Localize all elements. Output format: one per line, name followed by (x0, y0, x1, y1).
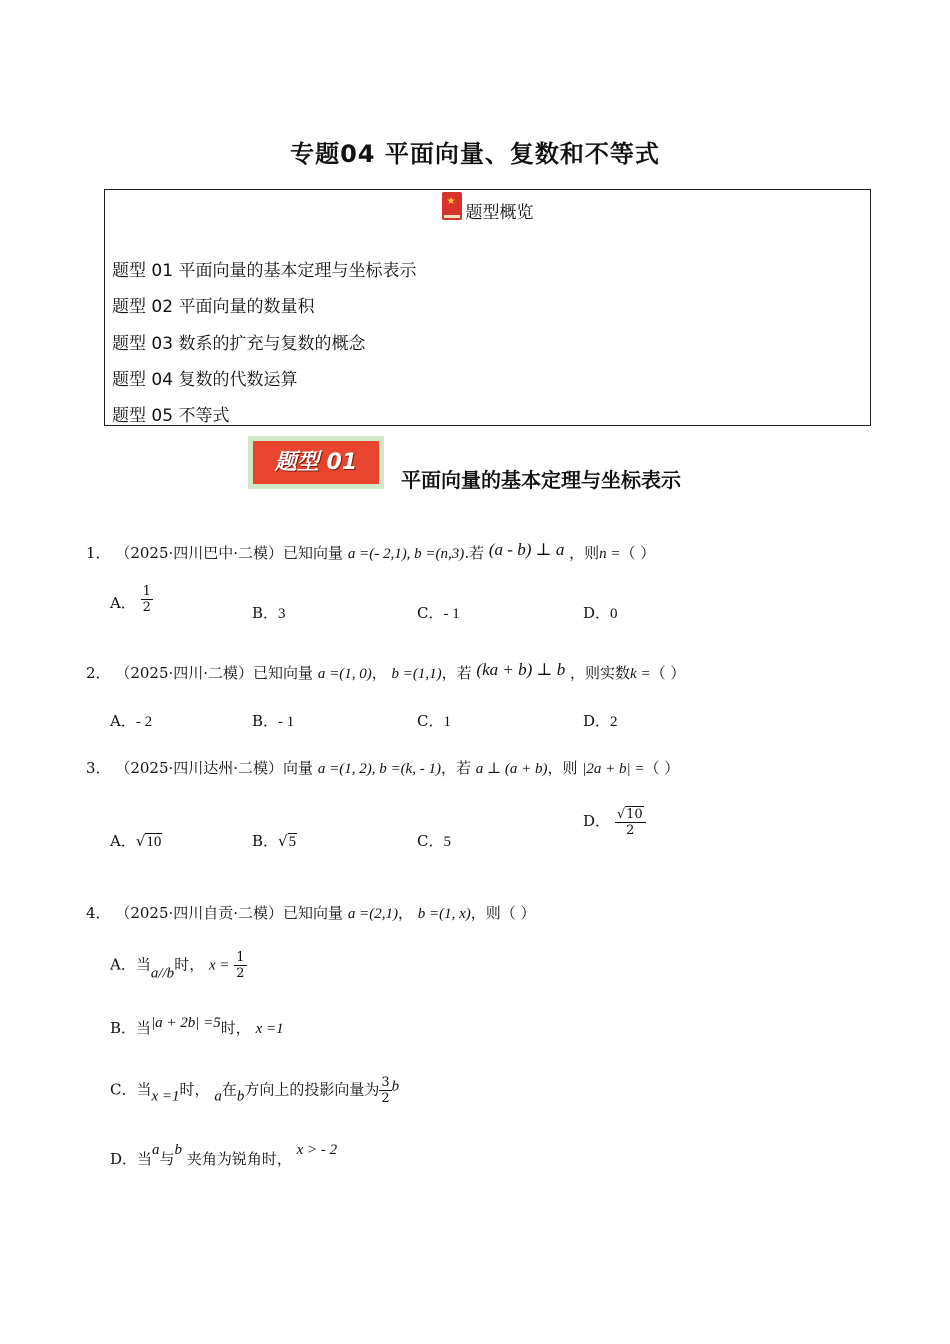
page-title: 专题04 平面向量、复数和不等式 (290, 140, 660, 168)
q4-option-c[interactable]: C．当x =1时， a在b方向上的投影向量为 $\frac{3}{2}$ b (110, 1075, 400, 1106)
overview-item: 题型 02 平面向量的数量积 (112, 297, 315, 317)
q2-option-a[interactable]: A．- 2 (110, 712, 153, 730)
q2-option-c[interactable]: C．1 (417, 712, 451, 730)
q1-option-d[interactable]: D．0 (583, 604, 618, 622)
section-badge: 题型 01 (248, 436, 384, 489)
book-icon: ★ (442, 192, 462, 220)
q4-option-d[interactable]: D．当a与b 夹角为锐角时， x > - 2 (110, 1142, 338, 1168)
q3-option-b[interactable]: B．√5 (252, 832, 297, 850)
question-2: 2． （2025·四川·二模）已知向量 a =(1, 0)， b =(1,1)，若 (ka + b) ⊥ b ，则实数k =（ ） (86, 660, 686, 682)
q4-option-b[interactable]: B．当|a + 2b| =5时， x =1 (110, 1015, 284, 1037)
overview-item: 题型 01 平面向量的基本定理与坐标表示 (112, 261, 417, 281)
q1-option-b[interactable]: B．3 (252, 604, 286, 622)
overview-box (104, 189, 871, 426)
section-title: 平面向量的基本定理与坐标表示 (401, 468, 681, 492)
q3-option-d[interactable]: D． $\frac{√10}{2}$ (583, 806, 646, 838)
overview-item: 题型 05 不等式 (112, 406, 230, 426)
q2-option-d[interactable]: D．2 (583, 712, 618, 730)
q3-option-a[interactable]: A．√10 (110, 832, 162, 850)
question-3: 3． （2025·四川达州·二模）向量 a =(1, 2), b =(k, - 1)，若 a ⊥ (a + b)，则 |2a + b| =（ ） (86, 759, 680, 777)
overview-item: 题型 04 复数的代数运算 (112, 370, 298, 390)
question-4: 4． （2025·四川自贡·二模）已知向量 a =(2,1)， b =(1, x)，则（ ） (86, 904, 536, 922)
question-1: 1． （2025·四川巴中·二模）已知向量 a =(- 2,1), b =(n,3).若 (a - b) ⊥ a ，则n =（ ） (86, 540, 656, 562)
overview-heading: ★ 题型概览 (105, 192, 870, 223)
q2-option-b[interactable]: B．- 1 (252, 712, 295, 730)
q4-option-a[interactable]: A．当a//b时， x = $\frac{1}{2}$ (110, 950, 245, 982)
q1-option-a[interactable]: A． $\frac{1}{2}$ (110, 583, 151, 615)
overview-item: 题型 03 数系的扩充与复数的概念 (112, 334, 366, 354)
q3-option-c[interactable]: C．5 (417, 832, 451, 850)
q1-option-c[interactable]: C．- 1 (417, 604, 460, 622)
